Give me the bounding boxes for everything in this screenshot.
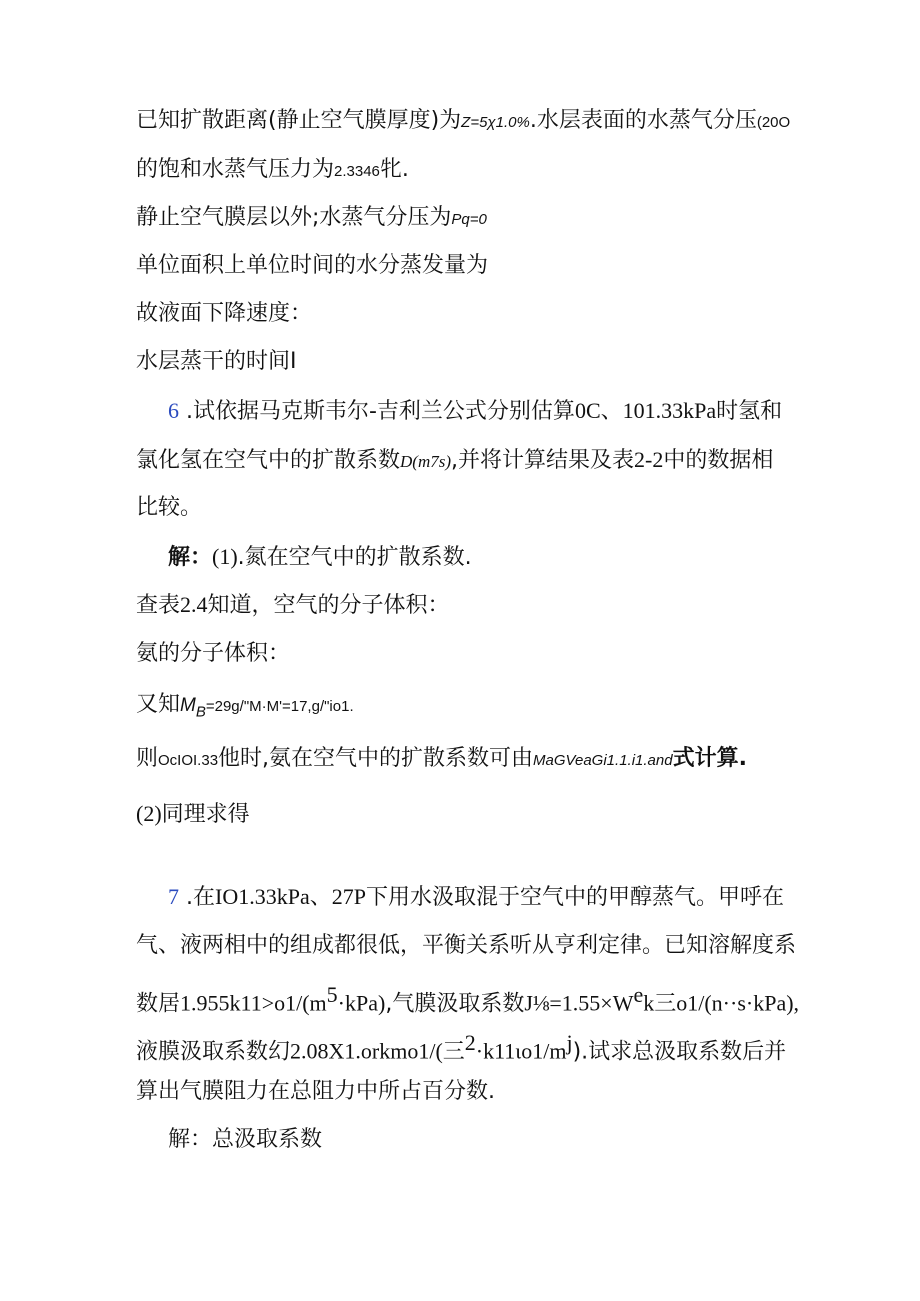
- text-line: 则OcIOI.33他时,氨在空气中的扩散系数可由MaGVeaGi1.1.i1.and式计算.: [136, 746, 747, 771]
- text-line: 比较。: [136, 495, 203, 520]
- text-line: (2)同理求得: [136, 801, 250, 827]
- solution-heading: 解：(1).氮在空气中的扩散系数.: [168, 544, 472, 570]
- solution-heading: 解：总汲取系数: [168, 1127, 323, 1152]
- problem-7-line: 7 .在IO1.33kPa、27P下用水汲取混于空气中的甲醇蒸气。甲呼在: [168, 884, 784, 910]
- text-line: 静止空气膜层以外;水蒸气分压为Pq=0: [136, 205, 487, 230]
- text-line: 数居$1.955k11>o1/(m^5\cdot kPa)$,气膜汲取系数$J\frac{1}{8}=1.55\times W^ek$三o1/(n··s·kPa),: [136, 982, 800, 1017]
- text-line: 查表2.4知道，空气的分子体积：: [136, 592, 450, 618]
- text-line: 水层蒸干的时间I: [136, 349, 297, 374]
- text-line: 算出气膜阻力在总阻力中所占百分数.: [136, 1079, 495, 1104]
- text-line: 氨的分子体积：: [136, 641, 291, 666]
- text-line: 故液面下降速度：: [136, 301, 313, 326]
- text-line: 的饱和水蒸气压力为2.3346牝.: [136, 157, 409, 182]
- problem-6-line: 6 .试依据马克斯韦尔-吉利兰公式分别估算0C、101.33kPa时氢和: [168, 398, 783, 424]
- text-line: 单位面积上单位时间的水分蒸发量为: [136, 253, 489, 278]
- text-line: 又知$M_B=29g/"M\cdot M'=17,g/"io1$.: [136, 692, 354, 721]
- text-line: 已知扩散距离(静止空气膜厚度)为Z=5χ1.0%.水层表面的水蒸气分压(20O: [136, 108, 791, 133]
- text-line: 氯化氢在空气中的扩散系数D(m7s),并将计算结果及表2-2中的数据相: [136, 447, 774, 473]
- problem-number: 6: [168, 398, 179, 423]
- problem-number: 7: [168, 884, 179, 909]
- text-line: 液膜汲取系数幻2.08X1.orkmo1/(三$^2\cdot k11\iota o1/m^j$).试求总汲取系数后并: [136, 1030, 787, 1065]
- text-line: 气、液两相中的组成都很低，平衡关系听从亨利定律。已知溶解度系: [136, 933, 797, 958]
